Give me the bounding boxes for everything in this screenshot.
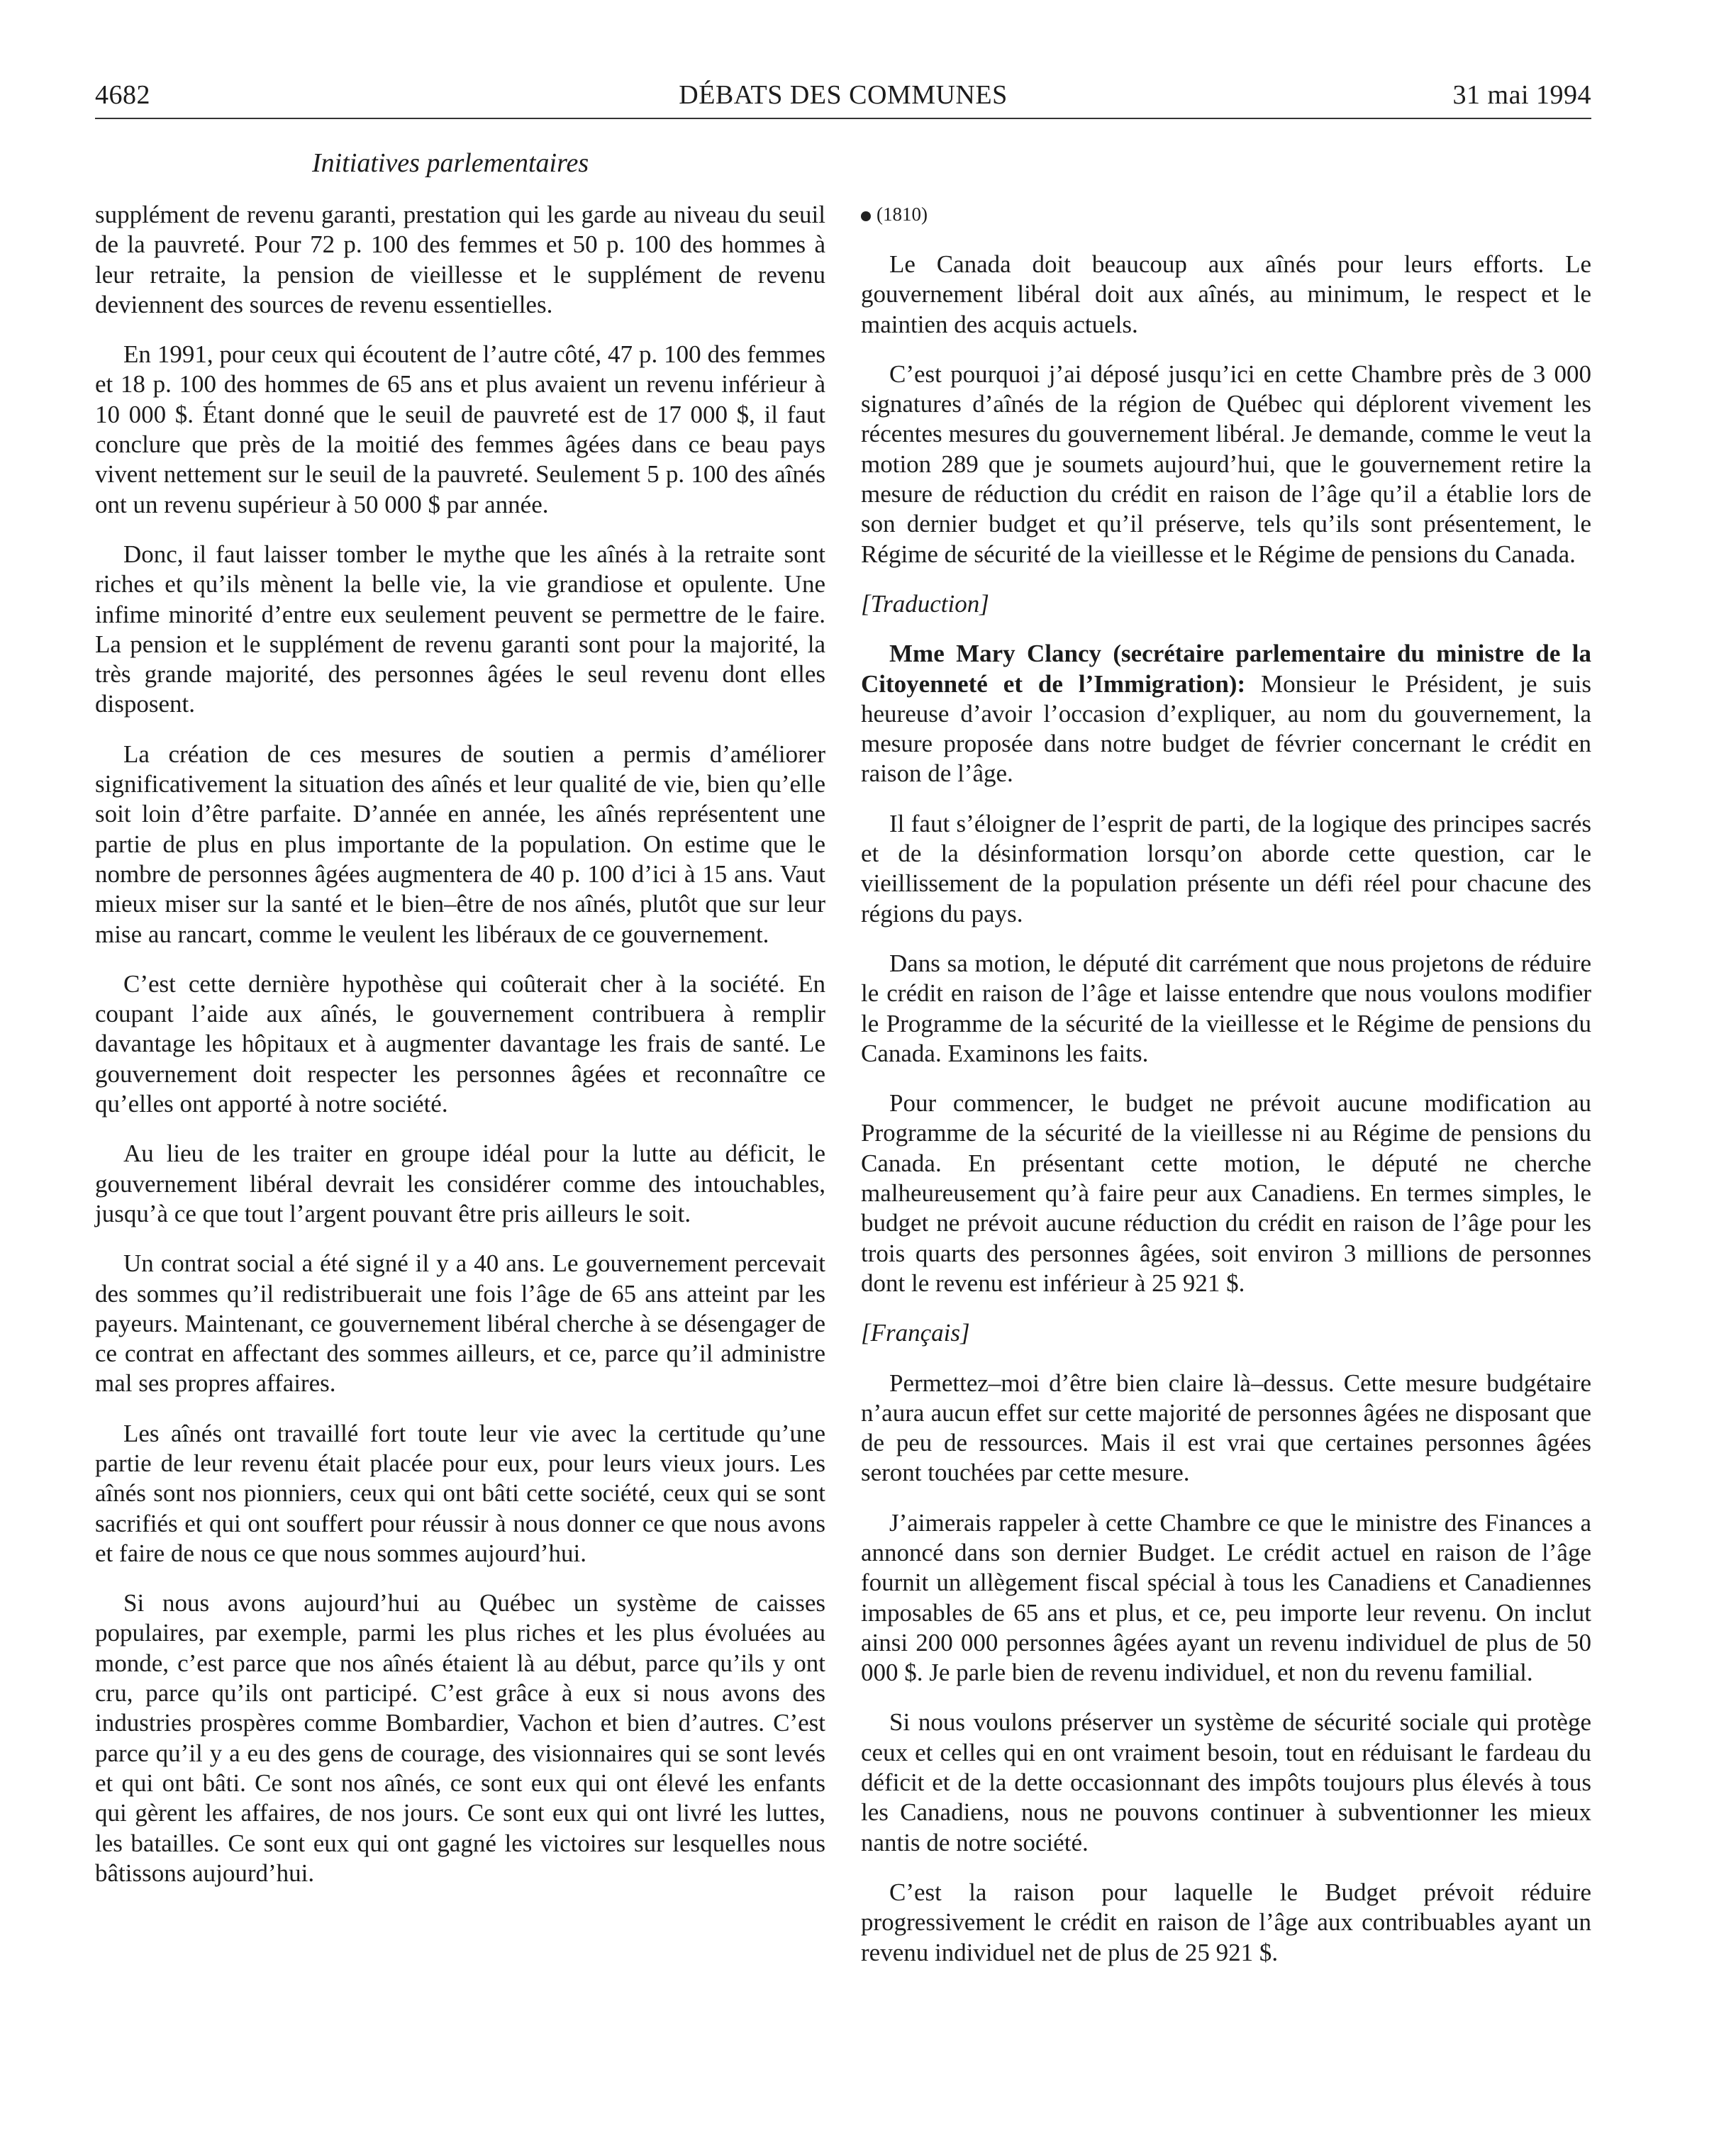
paragraph: En 1991, pour ceux qui écoutent de l’autre côté, 47 p. 100 des femmes et 18 p. 100 des hommes de 65 ans et plus avaient un revenu inférieur à 10 000 $. Étant donné que le seuil de pauvreté est de 17 000 $, il faut conclure que près de la moitié des femmes âgées dans ce beau pays vivent nettement sur le seuil de la pauvreté. Seulement 5 p. 100 des aînés ont un revenu supérieur à 50 000 $ par année. [95,340,825,518]
paragraph: C’est cette dernière hypothèse qui coûterait cher à la société. En coupant l’aide aux aînés, le gouvernement contribuera à remplir davantage les hôpitaux et à augmenter davantage les frais de santé. Le gouvernement doit respecter les personnes âgées et reconnaître ce qu’elles ont apporté à notre société. [95,969,825,1118]
paragraph: Il faut s’éloigner de l’esprit de parti, de la logique des principes sacrés et de la désinformation lorsqu’on aborde cette question, car le vieillissement de la population présente un défi réel pour chacune des régions du pays. [861,809,1591,928]
translation-tag: [Traduction] [861,589,989,618]
paragraph: Les aînés ont travaillé fort toute leur vie avec la certitude qu’une partie de leur revenu était placée pour eux, pour leurs vieux jours. Les aînés sont nos pionniers, ceux qui ont bâti cette société, ceux qui se sont sacrifiés et qui ont souffert pour réussir à nous donner ce que nous avons et faire de nous ce que nous sommes aujourd’hui. [95,1419,825,1567]
language-tag: [Français] [861,1319,970,1347]
paragraph: Un contrat social a été signé il y a 40 ans. Le gouvernement percevait des sommes qu’il redistribuerait une fois l’âge de 65 ans atteint par les payeurs. Maintenant, ce gouvernement libéral cherche à se désengager de ce contrat en affectant des sommes ailleurs, et ce, parce qu’il administre mal ses propres affaires. [95,1249,825,1398]
paragraph: Au lieu de les traiter en groupe idéal pour la lutte au déficit, le gouvernement libéral devrait les considérer comme des intouchables, jusqu’à ce que tout l’argent pouvant être pris ailleurs le soit. [95,1140,825,1227]
time-marker-text: (1810) [877,204,928,225]
paragraph: Permettez–moi d’être bien claire là–dessus. Cette mesure budgétaire n’aura aucun effet sur cette majorité de personnes âgées ne disposant que de peu de ressources. Mais il est vrai que certaines personnes âgées seront touchées par cette mesure. [861,1369,1591,1487]
bullet-icon [861,211,871,221]
speaker-text: Monsieur le Président, je suis heureuse d’avoir l’occasion d’expliquer, au nom du gouvernement, la mesure proposée dans notre budget de février concernant le crédit en raison de l’âge. [861,669,1591,788]
right-column [861,200,1591,1988]
paragraph: Si nous avons aujourd’hui au Québec un système de caisses populaires, par exemple, parmi les plus riches et les plus évoluées au monde, c’est parce que nos aînés étaient là au début, parce qu’ils y ont cru, parce qu’ils ont participé. C’est grâce à eux si nous avons des industries prospères comme Bombardier, Vachon et bien d’autres. C’est parce qu’il y a eu des gens de courage, des visionnaires qui se sont levés et qui ont bâti. Ce sont nos aînés, ce sont eux qui ont élevé les enfants qui gèrent les affaires, de nos jours. Ce sont eux qui ont livré les luttes, les batailles. Ce sont eux qui ont gagné les victoires sur lesquelles nous bâtissons aujourd’hui. [95,1589,825,1887]
section-title: Initiatives parlementaires [312,148,589,178]
paragraph: Le Canada doit beaucoup aux aînés pour leurs efforts. Le gouvernement libéral doit aux aînés, au minimum, le respect et le maintien des acquis actuels. [861,250,1591,338]
left-column [95,200,825,1908]
speaker-paragraph [861,639,1591,789]
paragraph: Donc, il faut laisser tomber le mythe que les aînés à la retraite sont riches et qu’ils mènent la belle vie, la vie grandiose et opulente. Une infime minorité d’entre eux seulement peuvent se permettre de le faire. La pension et le supplément de revenu garanti sont pour la majorité, la très grande majorité, des personnes âgées le seul revenu dont elles disposent. [95,540,825,718]
paragraph: La création de ces mesures de soutien a permis d’améliorer significativement la situation des aînés et leur qualité de vie, bien qu’elle soit loin d’être parfaite. D’année en année, les aînés représentent une partie de plus en plus importante de la population. On estime que le nombre de personnes âgées augmentera de 40 p. 100 d’ici à 15 ans. Vaut mieux miser sur la santé et le bien–être de nos aînés, plutôt que sur leur mise au rancart, comme le veulent les libéraux de ce gouvernement. [95,740,825,948]
paragraph: Dans sa motion, le député dit carrément que nous projetons de réduire le crédit en raison de l’âge et laisse entendre que nous voulons modifier le Programme de la sécurité de la vieillesse et le Régime de pensions du Canada. Examinons les faits. [861,949,1591,1067]
publication-date: 31 mai 1994 [1452,80,1591,110]
paragraph: C’est la raison pour laquelle le Budget prévoit réduire progressivement le crédit en raison de l’âge aux contribuables ayant un revenu individuel net de plus de 25 921 $. [861,1878,1591,1966]
paragraph: C’est pourquoi j’ai déposé jusqu’ici en cette Chambre près de 3 000 signatures d’aînés de la région de Québec qui déplorent vivement les récentes mesures du gouvernement libéral. Je demande, comme le veut la motion 289 que je soumets aujourd’hui, que le gouvernement retire la mesure de réduction du crédit en raison de l’âge qu’il a établie lors de son dernier budget et qu’il préserve, tels qu’ils sont présentement, le Régime de sécurité de la vieillesse et le Régime de pensions du Canada. [861,360,1591,568]
page-header [95,77,1591,119]
time-marker [861,200,1591,228]
paragraph: Si nous voulons préserver un système de sécurité sociale qui protège ceux et celles qui en ont vraiment besoin, tout en réduisant le fardeau du déficit et de la dette occasionnant des impôts toujours plus élevés à tous les Canadiens, nous ne pouvons continuer à subventionner les mieux nantis de notre société. [861,1708,1591,1856]
paragraph: Pour commencer, le budget ne prévoit aucune modification au Programme de la sécurité de la vieillesse ni au Régime de pensions du Canada. En présentant cette motion, le député ne cherche malheureusement qu’à faire peur aux Canadiens. En termes simples, le budget ne prévoit aucune réduction du crédit en raison de l’âge pour les trois quarts des personnes âgées, soit environ 3 millions de personnes dont le revenu est inférieur à 25 921 $. [861,1089,1591,1297]
speaker-name: Mme Mary Clancy (secrétaire parlementaire du ministre de la Citoyenneté et de l’Immigration): [861,640,1591,698]
paragraph: supplément de revenu garanti, prestation qui les garde au niveau du seuil de la pauvreté. Pour 72 p. 100 des femmes et 50 p. 100 des hommes à leur retraite, la pension de vieillesse et le supplément de revenu deviennent des sources de revenu essentielles. [95,201,825,318]
page-number: 4682 [95,80,150,110]
publication-title: DÉBATS DES COMMUNES [679,80,1008,110]
paragraph: J’aimerais rappeler à cette Chambre ce que le ministre des Finances a annoncé dans son dernier Budget. Le crédit actuel en raison de l’âge fournit un allègement fiscal spécial à tous les Canadiens et Canadiennes imposables de 65 ans et plus, et ce, peu importe leur revenu. On inclut ainsi 200 000 personnes âgées ayant un revenu individuel de plus de 50 000 $. Je parle bien de revenu individuel, et non du revenu familial. [861,1508,1591,1687]
